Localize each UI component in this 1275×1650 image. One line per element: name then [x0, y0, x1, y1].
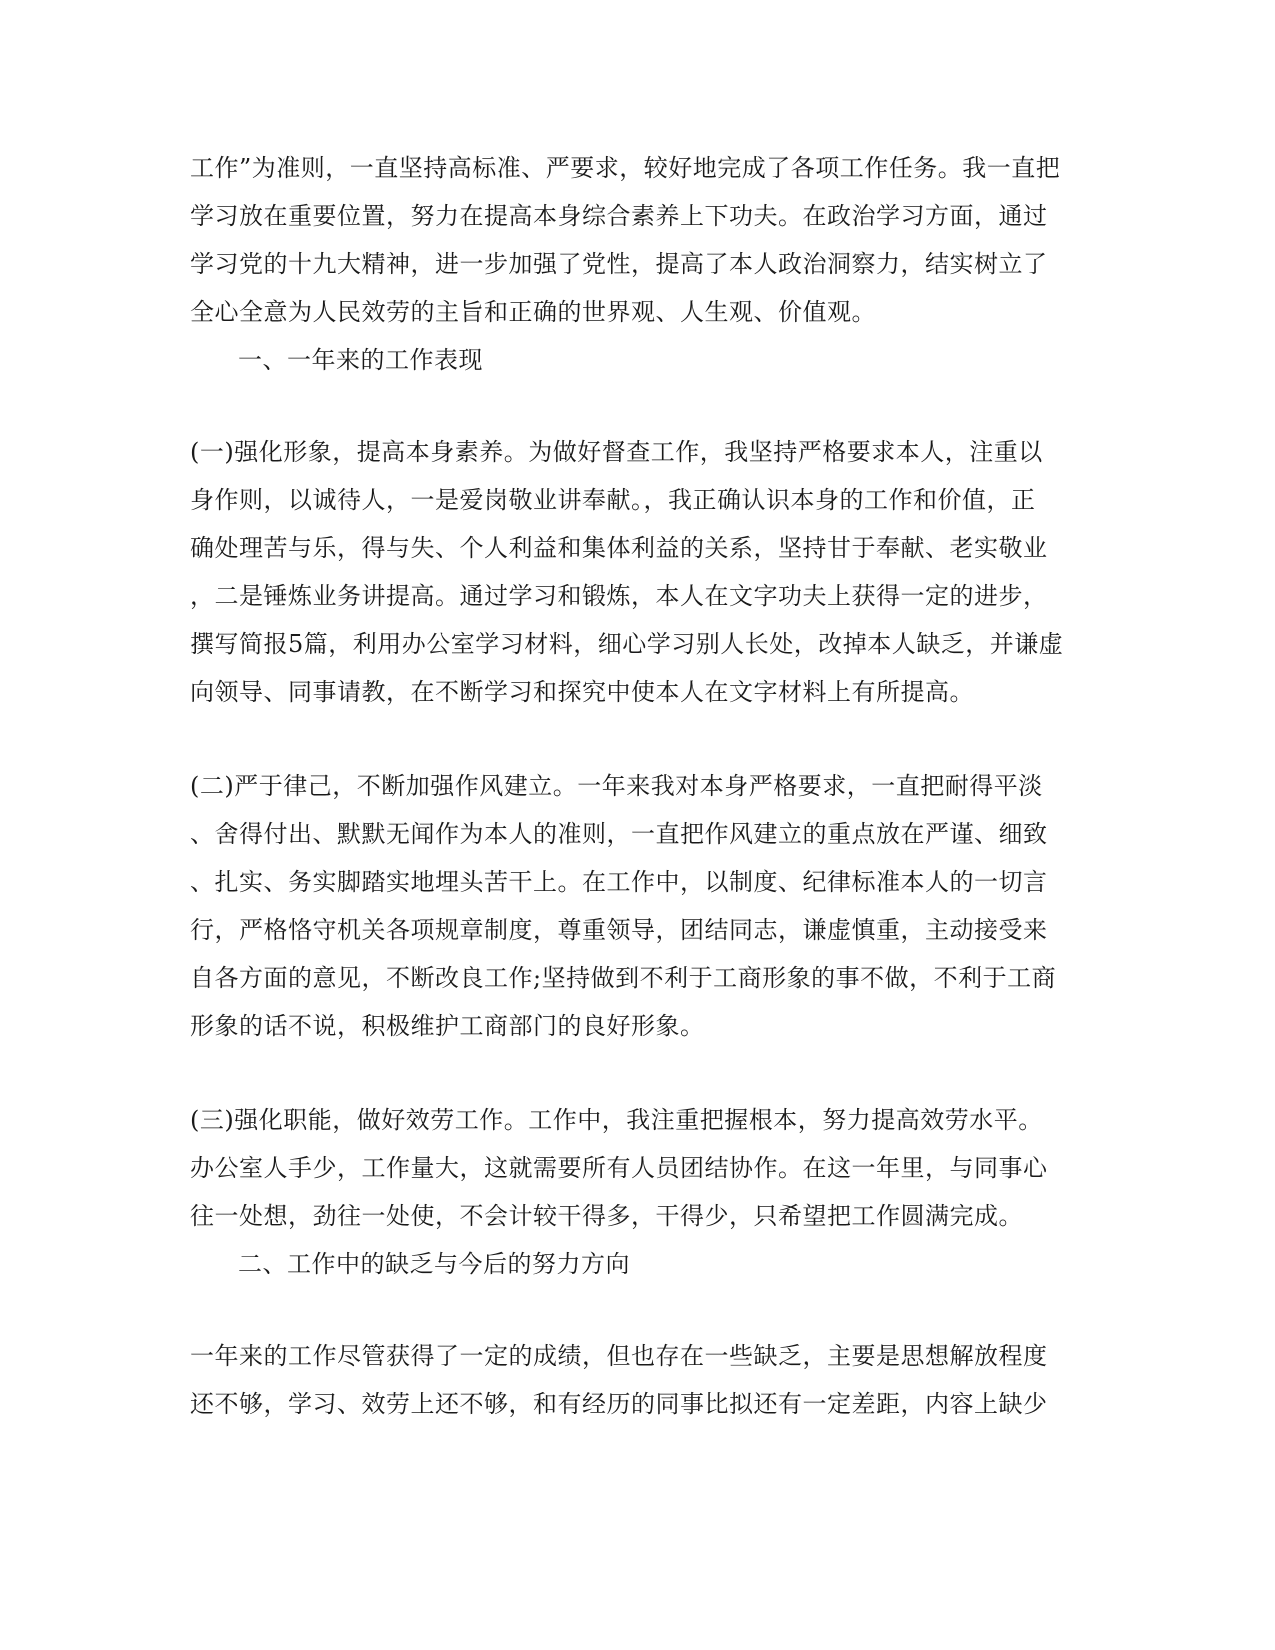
text-line: (一)强化形象，提高本身素养。为做好督查工作，我坚持严格要求本人，注重以 — [190, 438, 1043, 466]
text-line: 全心全意为人民效劳的主旨和正确的世界观、人生观、价值观。 — [190, 298, 876, 326]
text-line: 撰写简报5篇，利用办公室学习材料，细心学习别人长处，改掉本人缺乏，并谦虚 — [190, 630, 1064, 658]
text-line: 自各方面的意见，不断改良工作;坚持做到不利于工商形象的事不做，不利于工商 — [190, 964, 1057, 992]
text-line: 行，严格恪守机关各项规章制度，尊重领导，团结同志，谦虚慎重，主动接受来 — [190, 916, 1048, 944]
text-line: 办公室人手少，工作量大，这就需要所有人员团结协作。在这一年里，与同事心 — [190, 1154, 1048, 1182]
section-heading: 二、工作中的缺乏与今后的努力方向 — [238, 1250, 630, 1278]
text-line: 向领导、同事请教，在不断学习和探究中使本人在文字材料上有所提高。 — [190, 678, 974, 706]
text-line: 确处理苦与乐，得与失、个人利益和集体利益的关系，坚持甘于奉献、老实敬业 — [190, 534, 1048, 562]
text-line: (三)强化职能，做好效劳工作。工作中，我注重把握根本，努力提高效劳水平。 — [190, 1106, 1043, 1134]
text-line: 学习放在重要位置，努力在提高本身综合素养上下功夫。在政治学习方面，通过 — [190, 202, 1048, 230]
section-heading: 一、一年来的工作表现 — [238, 346, 483, 374]
text-line: 一年来的工作尽管获得了一定的成绩，但也存在一些缺乏，主要是思想解放程度 — [190, 1342, 1048, 1370]
text-line: 学习党的十九大精神，进一步加强了党性，提高了本人政治洞察力，结实树立了 — [190, 250, 1048, 278]
text-line: 形象的话不说，积极维护工商部门的良好形象。 — [190, 1012, 705, 1040]
text-line: 、扎实、务实脚踏实地埋头苦干上。在工作中，以制度、纪律标准本人的一切言 — [190, 868, 1048, 896]
text-line: 往一处想，劲往一处使，不会计较干得多，干得少，只希望把工作圆满完成。 — [190, 1202, 1023, 1230]
text-line: 、舍得付出、默默无闻作为本人的准则，一直把作风建立的重点放在严谨、细致 — [190, 820, 1048, 848]
text-line: (二)严于律己，不断加强作风建立。一年来我对本身严格要求，一直把耐得平淡 — [190, 772, 1043, 800]
text-line: 身作则，以诚待人，一是爱岗敬业讲奉献。，我正确认识本身的工作和价值，正 — [190, 486, 1036, 514]
text-line: 工作”为准则，一直坚持高标准、严要求，较好地完成了各项工作任务。我一直把 — [190, 154, 1061, 182]
text-line: 还不够，学习、效劳上还不够，和有经历的同事比拟还有一定差距，内容上缺少 — [190, 1390, 1048, 1418]
text-line: ，二是锤炼业务讲提高。通过学习和锻炼，本人在文字功夫上获得一定的进步， — [190, 582, 1048, 610]
